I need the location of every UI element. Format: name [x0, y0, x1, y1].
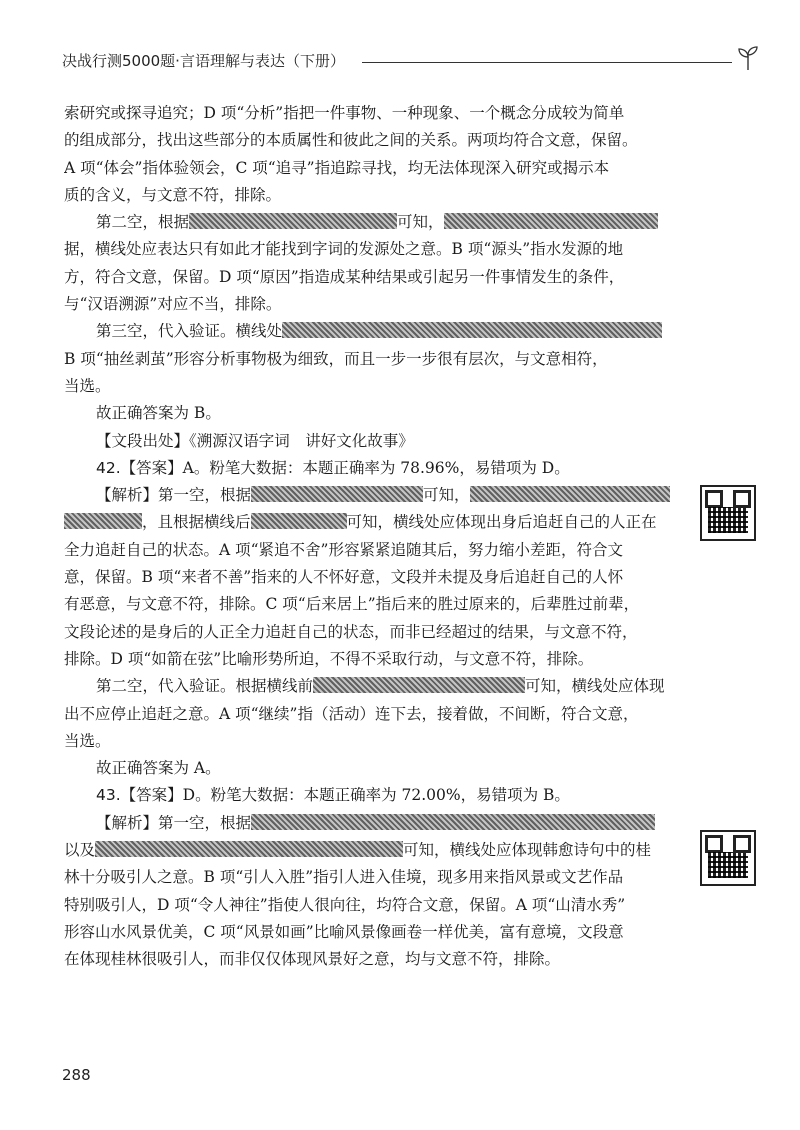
redacted-text: [444, 213, 658, 229]
source-title: 《溯源汉语字词 讲好文化故事》: [189, 431, 414, 450]
source-line: [64, 428, 670, 455]
text-line: 出不应停止追赶之意。A 项“继续”指（活动）连下去，接着做，不间断，符合文意，: [64, 704, 639, 723]
text-line: 方，符合文意，保留。D 项“原因”指造成某种结果或引起另一件事情发生的条件，: [64, 267, 625, 286]
analysis-label: 【解析】: [96, 813, 159, 832]
redacted-text: [189, 213, 397, 229]
analysis-line: 【解析】第一空，根据 可知，: [64, 482, 670, 509]
text-line: 当选。: [64, 376, 111, 395]
answer-label: 43.【答案】: [96, 786, 183, 805]
text-line: B 项“抽丝剥茧”形容分析事物极为细致，而且一步一步很有层次，与文意相符，: [64, 349, 608, 368]
book-title: 决战行测5000题·言语理解与表达（下册）: [62, 52, 345, 70]
redacted-text: [95, 841, 403, 857]
text-line: 形容山水风景优美，C 项“风景如画”比喻风景像画卷一样优美，富有意境，文段意: [64, 922, 624, 941]
text-line: A 项“体会”指体验领会，C 项“追寻”指追踪寻找，均无法体现深入研究或揭示本: [64, 158, 610, 177]
text-line: 第二空，代入验证。根据横线前 可知，横线处应体现: [96, 677, 665, 696]
page-number: 288: [62, 1066, 91, 1084]
text-line: 文段论述的是身后的人正全力追赶自己的状态，而非已经超过的结果，与文意不符，: [64, 622, 638, 641]
text-line: 有恶意，与文意不符，排除。C 项“后来居上”指后来的胜过原来的，后辈胜过前辈，: [64, 595, 640, 614]
analysis-label: 【解析】: [96, 486, 159, 505]
text-line: 的组成部分，找出这些部分的本质属性和彼此之间的关系。两项均符合文意，保留。: [64, 131, 638, 150]
answer-line: 42.【答案】A。粉笔大数据：本题正确率为 78.96%，易错项为 D。: [96, 458, 570, 477]
redacted-text: [64, 513, 142, 529]
analysis-line: 【解析】第一空，根据: [64, 810, 670, 837]
qr-code[interactable]: [700, 485, 756, 541]
text-line: 以及 可知，横线处应体现韩愈诗句中的桂: [64, 841, 652, 860]
text-line: 意，保留。B 项“来者不善”指来的人不怀好意，文段并未提及身后追赶自己的人怀: [64, 568, 624, 587]
answer-explanations: [64, 100, 670, 974]
text-line: 当选。: [64, 731, 111, 750]
text-line: 第二空，根据 可知，: [64, 209, 670, 236]
running-header: [62, 46, 762, 74]
answer-label: 42.【答案】: [96, 458, 183, 477]
text-line: ，且根据横线后 可知，横线处应体现出身后追赶自己的人正在: [64, 509, 670, 536]
redacted-text: [470, 486, 670, 502]
text-line: 林十分吸引人之意。B 项“引人入胜”指引人进入佳境，现多用来指风景或文艺作品: [64, 868, 624, 887]
qr-code[interactable]: [700, 830, 756, 886]
text-line: 全力追赶自己的状态。A 项“紧追不舍”形容紧紧追随其后，努力缩小差距，符合文: [64, 540, 623, 559]
redacted-text: [251, 513, 347, 529]
redacted-text: [251, 814, 655, 830]
text-line: 与“汉语溯源”对应不当，排除。: [64, 295, 282, 314]
text-line: 质的含义，与文意不符，排除。: [64, 185, 282, 204]
redacted-text: [313, 677, 525, 693]
source-label: 【文段出处】: [96, 431, 190, 450]
text-line: 排除。D 项“如箭在弦”比喻形势所迫，不得不采取行动，与文意不符，排除。: [64, 649, 594, 668]
text-line: 在体现桂林很吸引人，而非仅仅体现风景好之意，均与文意不符，排除。: [64, 950, 561, 969]
answer-line: 故正确答案为 A。: [96, 759, 221, 778]
answer-line: 故正确答案为 B。: [96, 404, 221, 423]
redacted-text: [282, 322, 662, 338]
sprout-icon: [734, 44, 762, 72]
text-line: 第三空，代入验证。横线处: [64, 318, 670, 345]
answer-line: 43.【答案】D。粉笔大数据：本题正确率为 72.00%，易错项为 B。: [96, 786, 570, 805]
text-line: 索研究或探寻追究；D 项“分析”指把一件事物、一种现象、一个概念分成较为简单: [64, 104, 625, 122]
redacted-text: [251, 486, 423, 502]
header-rule: [362, 62, 732, 63]
text-line: 据，横线处应表达只有如此才能找到字词的发源处之意。B 项“源头”指水发源的地: [64, 240, 624, 259]
text-line: 特别吸引人，D 项“令人神往”指使人很向往，均符合文意，保留。A 项“山清水秀”: [64, 895, 626, 914]
